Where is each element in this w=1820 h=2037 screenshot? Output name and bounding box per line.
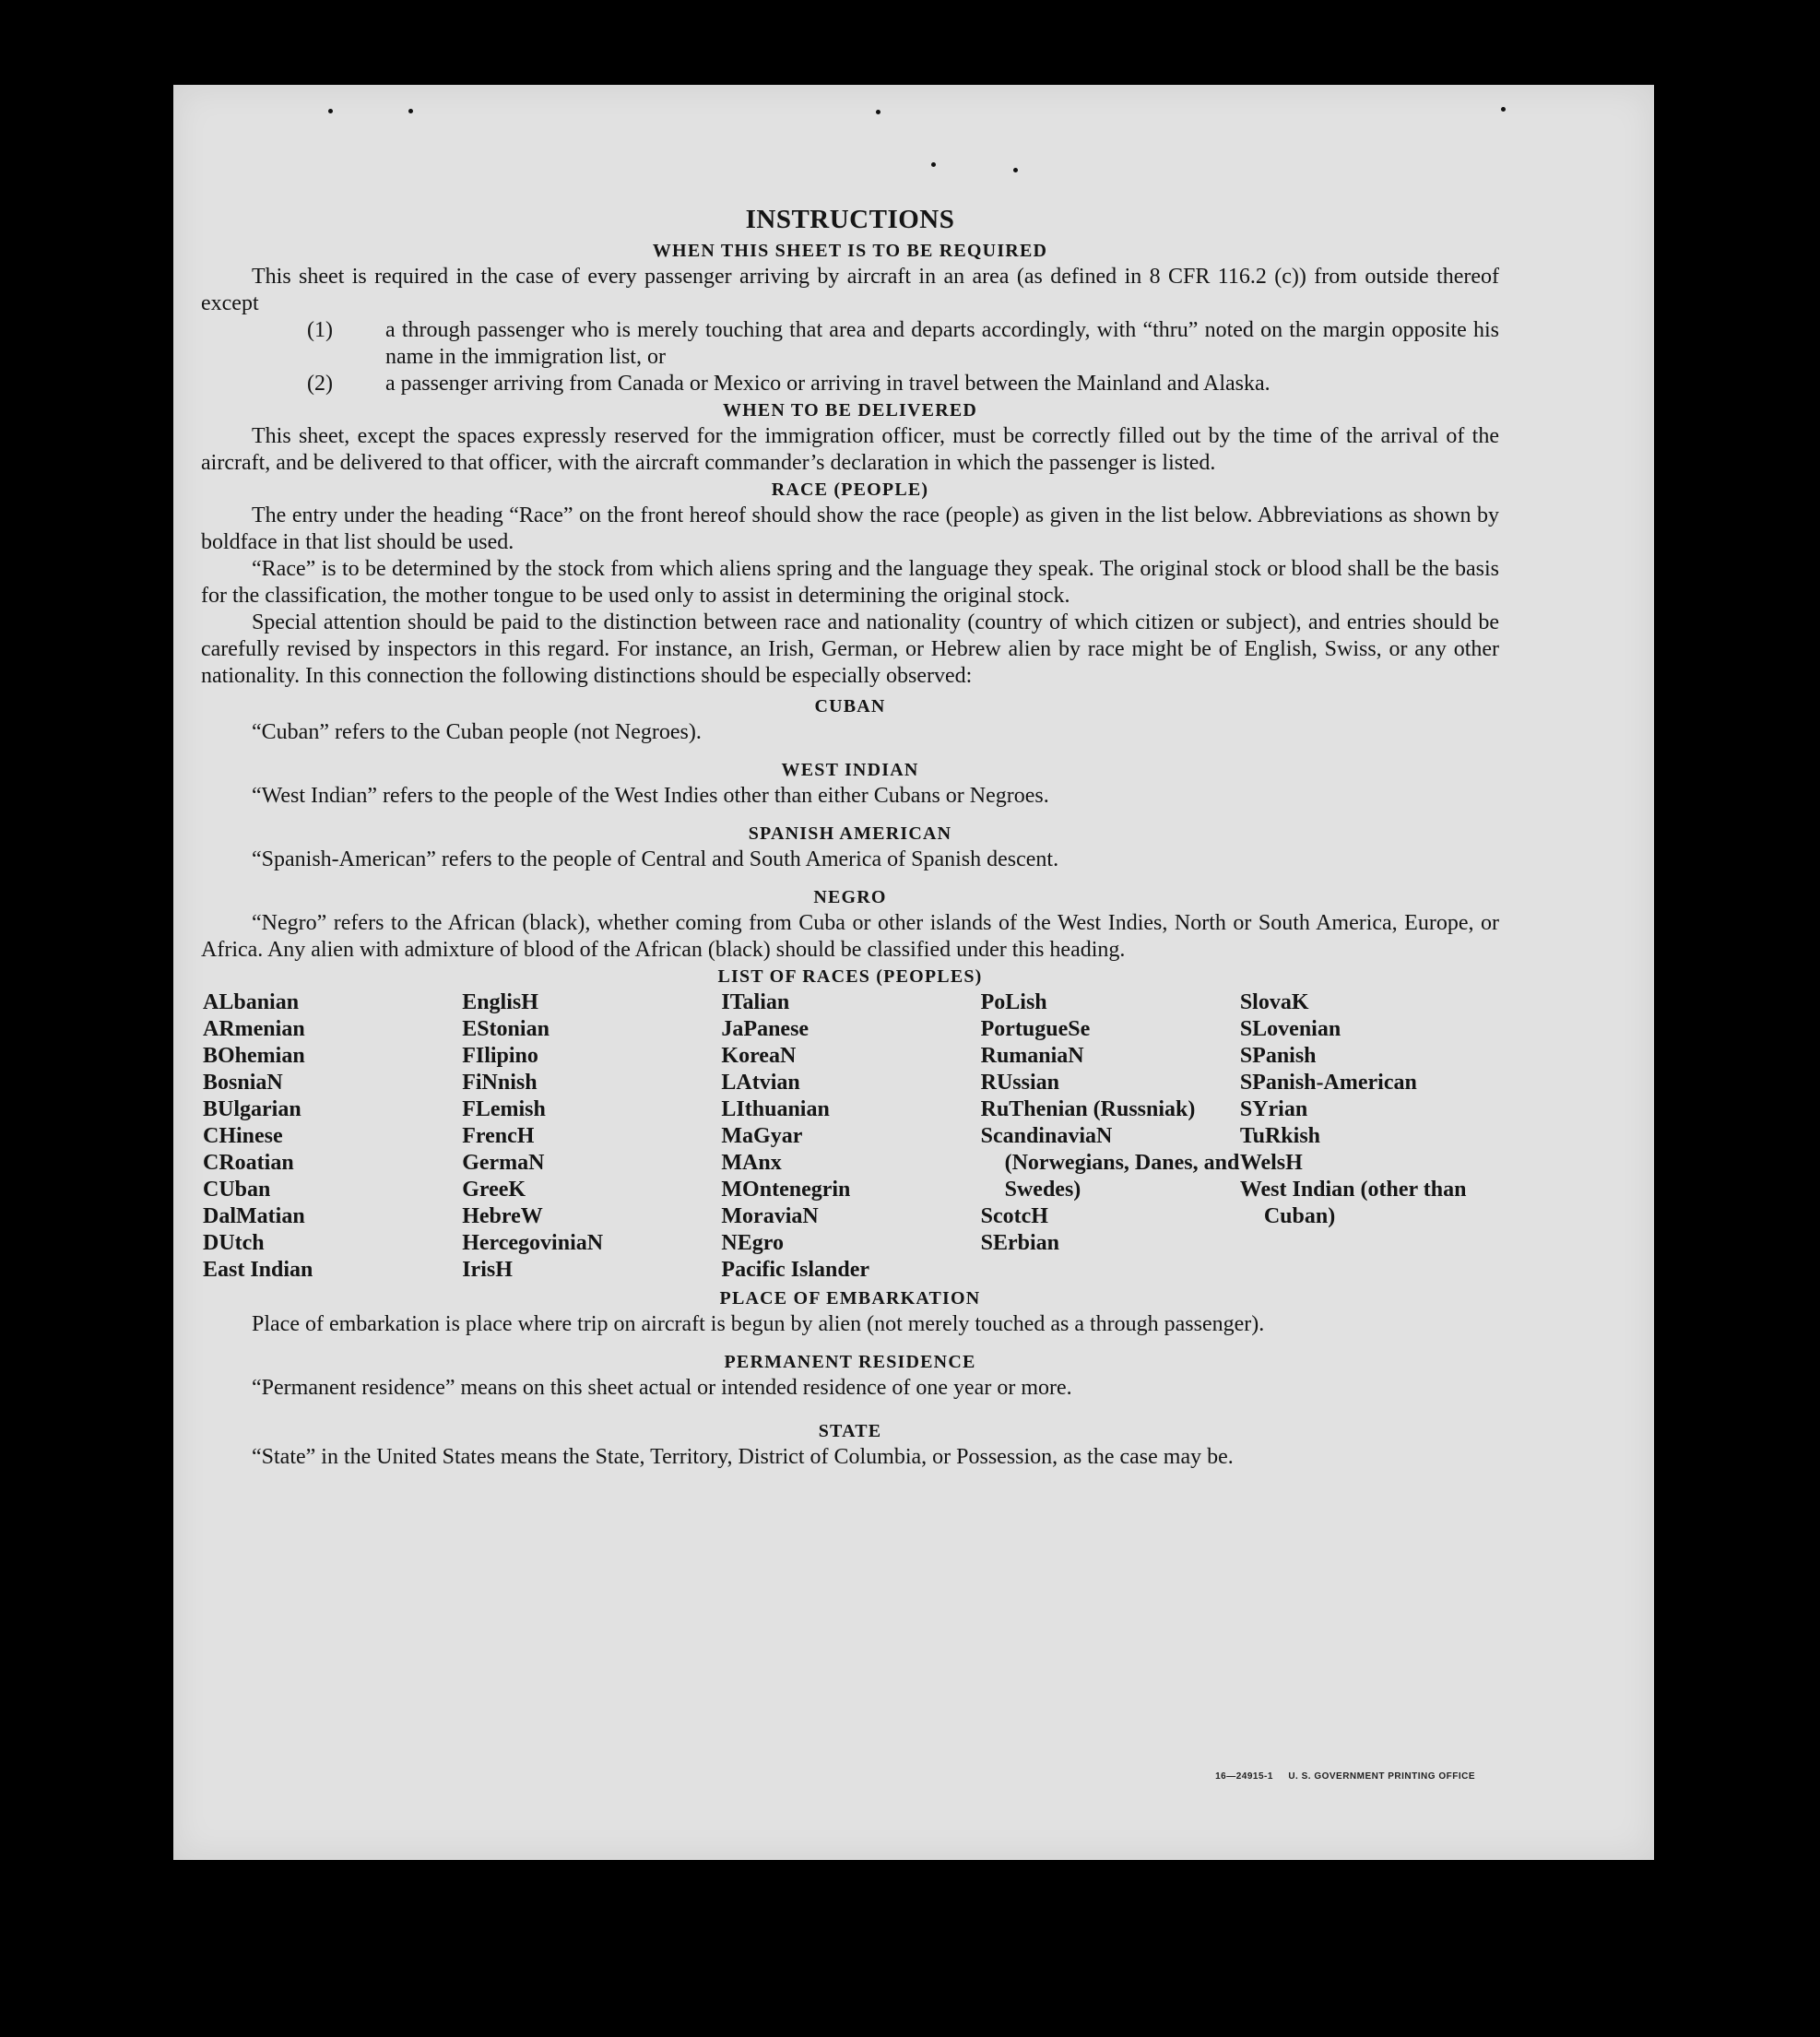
heading-race: RACE (PEOPLE) (771, 480, 929, 500)
race-entry: DUtch (203, 1231, 265, 1255)
race-entry: MOntenegrin (721, 1178, 851, 1202)
item-text: a through passenger who is merely touching that area and departs accordingly, with “thru” noted on the margin opposite his name in the immigration list, or (385, 318, 1499, 369)
race-entry: CUban (203, 1178, 271, 1202)
race-entry: TuRkish (1239, 1124, 1320, 1148)
race-entry: CRoatian (203, 1151, 294, 1175)
negro-text: “Negro” refers to the African (black), whether coming from Cuba or other islands of the West Indies, North or South America, Europe, or Africa. Any alien with admixture of blood of the African (black) should be classified under this heading. (201, 911, 1499, 962)
race-entry: East Indian (203, 1258, 313, 1282)
race-entry: MoraviaN (721, 1204, 819, 1228)
race-entry: MAnx (721, 1151, 782, 1175)
speck (931, 162, 936, 167)
race-entry: BOhemian (203, 1044, 305, 1068)
race-entry: EnglisH (462, 990, 538, 1014)
race-entry: SYrian (1239, 1097, 1308, 1121)
race-entry: WelsH (1239, 1151, 1303, 1175)
race-entry: SlovaK (1239, 990, 1309, 1014)
race-entry: ITalian (721, 990, 790, 1014)
race-entry: FLemish (462, 1097, 546, 1121)
item-number: (2) (307, 372, 333, 396)
race-column-5 (1240, 989, 1499, 1284)
race-entry: Pacific Islander (721, 1258, 870, 1282)
race-entry: KoreaN (721, 1044, 797, 1068)
heading-state: STATE (818, 1421, 882, 1441)
instruction-sheet (173, 85, 1654, 1860)
heading-negro: NEGRO (813, 887, 887, 907)
race-entry: West Indian (other than Cuban) (1239, 1178, 1467, 1228)
race-entry: ScandinaviaN (Norwegians, Danes, and Swedes) (980, 1124, 1240, 1202)
cuban-text: “Cuban” refers to the Cuban people (not Negroes). (252, 720, 702, 744)
exception-item-1 (201, 317, 1499, 371)
race-entry: LIthuanian (721, 1097, 830, 1121)
race-entry: SPanish-American (1239, 1071, 1417, 1095)
race-column-2 (462, 989, 721, 1284)
race-column-4 (981, 989, 1240, 1284)
heading-spanish-american: SPANISH AMERICAN (748, 823, 952, 844)
item-text: a passenger arriving from Canada or Mexico or arriving in travel between the Mainland and Alaska. (385, 372, 1270, 396)
race-entry: BosniaN (203, 1071, 283, 1095)
race-entry: ALbanian (203, 990, 300, 1014)
race-entry: FIlipino (462, 1044, 538, 1068)
race-entry: ARmenian (203, 1017, 305, 1041)
race-entry: HercegoviniaN (462, 1231, 604, 1255)
race-entry: DalMatian (203, 1204, 305, 1228)
page-title: INSTRUCTIONS (745, 205, 955, 234)
race-entry: RUssian (980, 1071, 1059, 1095)
race-entry: RumaniaN (980, 1044, 1084, 1068)
speck (328, 109, 333, 113)
exception-item-2 (201, 371, 1499, 397)
race-entry: PortugueSe (980, 1017, 1091, 1041)
race-entry: CHinese (203, 1124, 283, 1148)
race-list (203, 989, 1499, 1284)
race-entry: SErbian (980, 1231, 1059, 1255)
race-column-3 (721, 989, 980, 1284)
when-delivered-text: This sheet, except the spaces expressly reserved for the immigration officer, must be correctly filled out by the time of the arrival of the aircraft, and be delivered to that officer, with the aircraft commander’s declaration in which the passenger is listed. (201, 424, 1499, 475)
race-entry: GreeK (462, 1178, 526, 1202)
race-entry: FiNnish (462, 1071, 538, 1095)
item-number: (1) (307, 318, 333, 342)
speck (1013, 168, 1018, 172)
race-entry: PoLish (980, 990, 1047, 1014)
race-entry: FrencH (462, 1124, 535, 1148)
speck (408, 109, 413, 113)
race-paragraph-1: The entry under the heading “Race” on the front hereof should show the race (people) as given in the list below. Abbreviations as shown by boldface in that list should be used. (201, 503, 1499, 554)
heading-cuban: CUBAN (814, 696, 886, 717)
speck (1501, 107, 1506, 112)
print-code: 16—24915-1 (1215, 1771, 1273, 1782)
race-column-1 (203, 989, 462, 1284)
when-required-intro: This sheet is required in the case of every passenger arriving by aircraft in an area (as defined in 8 CFR 116.2 (c)) from outside thereof except (201, 265, 1499, 315)
race-entry: SLovenian (1239, 1017, 1341, 1041)
document-body (201, 205, 1499, 1471)
heading-when-required: WHEN THIS SHEET IS TO BE REQUIRED (652, 241, 1048, 261)
race-entry: SPanish (1239, 1044, 1317, 1068)
race-entry: EStonian (462, 1017, 550, 1041)
printer-imprint (1215, 1771, 1475, 1782)
race-entry: JaPanese (721, 1017, 810, 1041)
speck (876, 110, 880, 114)
heading-list-of-races: LIST OF RACES (PEOPLES) (717, 966, 983, 987)
race-entry: ScotcH (980, 1204, 1048, 1228)
printer-name: U. S. GOVERNMENT PRINTING OFFICE (1288, 1771, 1475, 1782)
heading-west-indian: WEST INDIAN (781, 760, 919, 780)
race-entry: MaGyar (721, 1124, 803, 1148)
race-entry: BUlgarian (203, 1097, 301, 1121)
race-entry: IrisH (462, 1258, 513, 1282)
race-entry: LAtvian (721, 1071, 800, 1095)
residence-text: “Permanent residence” means on this sheet actual or intended residence of one year or more. (252, 1376, 1072, 1400)
embarkation-text: Place of embarkation is place where trip on aircraft is begun by alien (not merely touched as a through passenger). (252, 1312, 1265, 1336)
race-entry: HebreW (462, 1204, 543, 1228)
state-text: “State” in the United States means the State, Territory, District of Columbia, or Possession, as the case may be. (252, 1445, 1234, 1469)
race-entry: GermaN (462, 1151, 545, 1175)
heading-permanent-residence: PERMANENT RESIDENCE (724, 1352, 976, 1372)
race-paragraph-2: “Race” is to be determined by the stock from which aliens spring and the language they speak. The original stock or blood shall be the basis for the classification, the mother tongue to be used only to assist in determining the original stock. (201, 557, 1499, 608)
race-entry: RuThenian (Russniak) (980, 1097, 1196, 1121)
race-paragraph-3: Special attention should be paid to the distinction between race and nationality (country of which citizen or subject), and entries should be carefully revised by inspectors in this regard. For instance, an Irish, German, or Hebrew alien by race might be of English, Swiss, or any other nationality. In this connection the following distinctions should be especially observed: (201, 610, 1499, 688)
heading-when-delivered: WHEN TO BE DELIVERED (722, 400, 978, 420)
heading-embarkation: PLACE OF EMBARKATION (719, 1288, 981, 1309)
west-indian-text: “West Indian” refers to the people of the West Indies other than either Cubans or Negroes. (252, 784, 1049, 808)
spanish-american-text: “Spanish-American” refers to the people of Central and South America of Spanish descent. (252, 847, 1059, 871)
race-entry: NEgro (721, 1231, 784, 1255)
